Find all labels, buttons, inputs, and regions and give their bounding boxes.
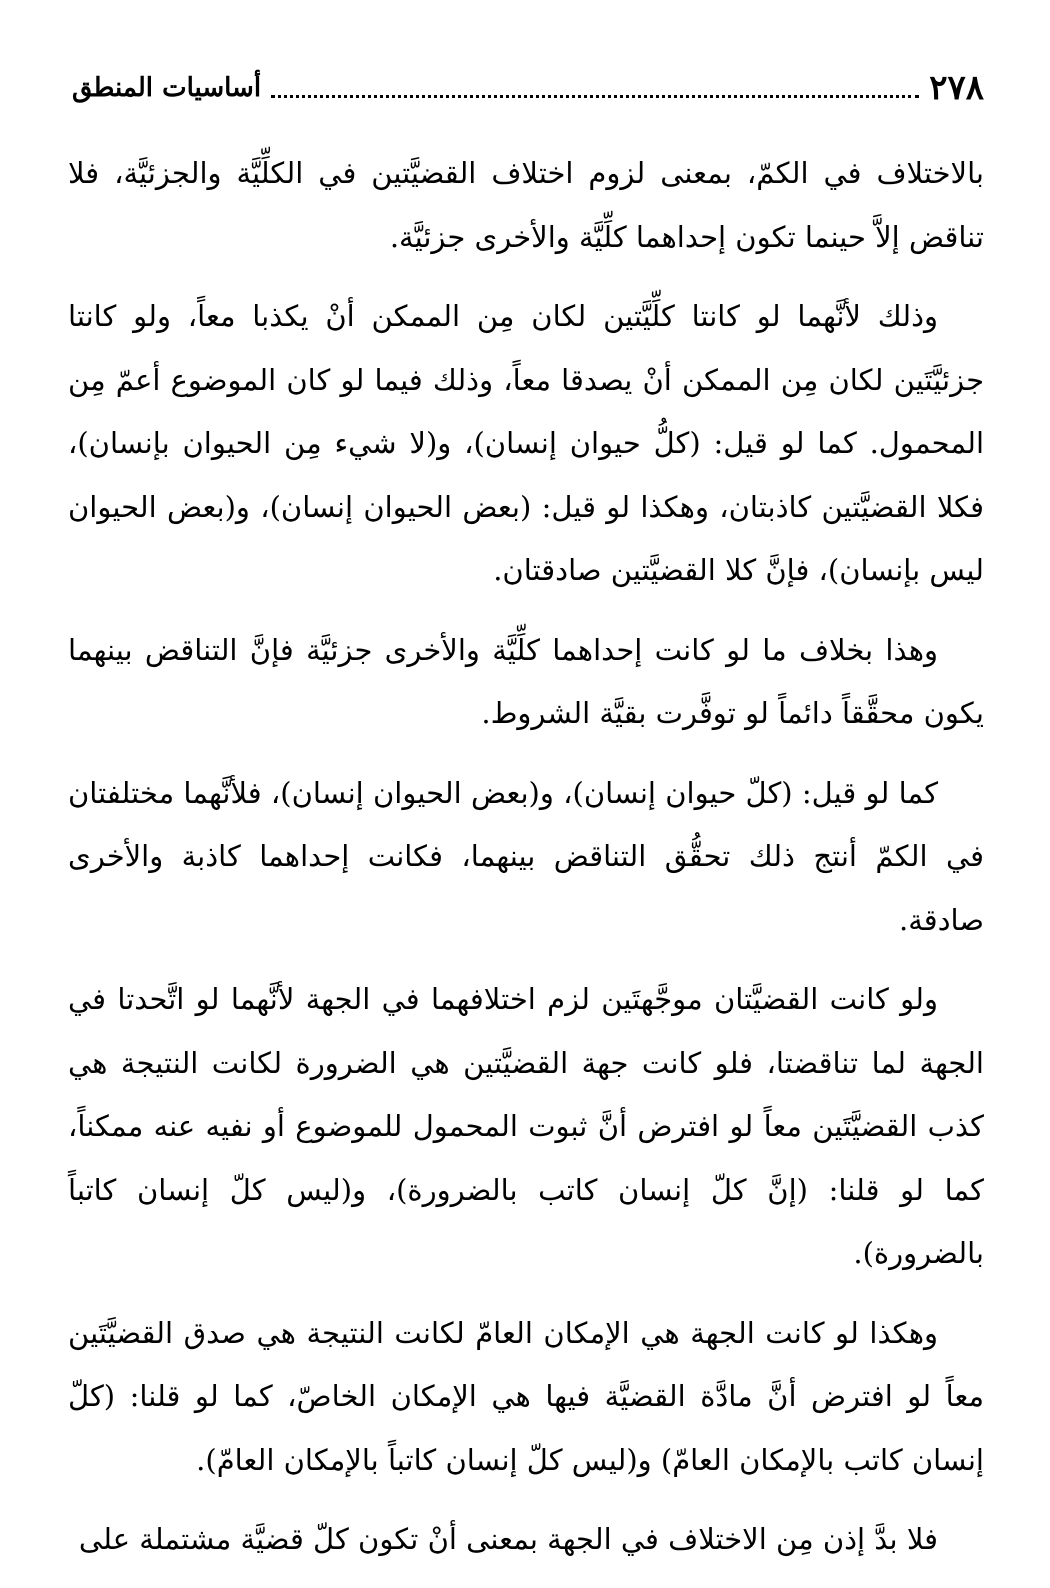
page-header — [72, 58, 984, 108]
paragraph-5: ولو كانت القضيَّتان موجَّهتَين لزم اختلافهما في الجهة لأنَّهما لو اتَّحدتا في الجهة لما تناقضتا، فلو كانت جهة القضيَّتين هي الضرورة لكانت النتيجة هي كذب القضيَّتَين معاً لو افترض أنَّ ثبوت المحمول للموضوع أو نفيه عنه ممكناً، كما لو قلنا: (إنَّ كلّ إنسان كاتب بالضرورة)، و(ليس كلّ إنسان كاتباً بالضرورة). — [68, 982, 984, 1270]
page-number: ٢٧٨ — [929, 68, 984, 108]
paragraph-6: وهكذا لو كانت الجهة هي الإمكان العامّ لكانت النتيجة هي صدق القضيَّتَين معاً لو افترض أنَّ مادَّة القضيَّة فيها هي الإمكان الخاصّ، كما لو قلنا: (كلّ إنسان كاتب بالإمكان العامّ) و(ليس كلّ إنسان كاتباً بالإمكان العامّ). — [68, 1315, 984, 1477]
main-text — [68, 142, 984, 1588]
paragraph-3: وهذا بخلاف ما لو كانت إحداهما كلِّيَّة والأخرى جزئيَّة فإنَّ التناقض بينهما يكون محقَّقاً دائماً لو توفَّرت بقيَّة الشروط. — [68, 632, 984, 730]
paragraph-4: كما لو قيل: (كلّ حيوان إنسان)، و(بعض الحيوان إنسان)، فلأنَّهما مختلفتان في الكمّ أنتج ذلك تحقُّق التناقض بينهما، فكانت إحداهما كاذبة والأخرى صادقة. — [68, 775, 984, 937]
header-dotted-leader — [271, 95, 919, 98]
paragraph-2: وذلك لأنَّهما لو كانتا كلِّيَّتين لكان مِن الممكن أنْ يكذبا معاً، ولو كانتا جزئيَّتَين لكان مِن الممكن أنْ يصدقا معاً، وذلك فيما لو كان الموضوع أعمّ مِن المحمول. كما لو قيل: (كلُّ حيوان إنسان)، و(لا شيء مِن الحيوان بإنسان)، فكلا القضيَّتين كاذبتان، وهكذا لو قيل: (بعض الحيوان إنسان)، و(بعض الحيوان ليس بإنسان)، فإنَّ كلا القضيَّتين صادقتان. — [68, 299, 984, 587]
paragraph-7: فلا بدَّ إذن مِن الاختلاف في الجهة بمعنى أنْ تكون كلّ قضيَّة مشتملة على — [78, 1522, 938, 1556]
paragraph-1: بالاختلاف في الكمّ، بمعنى لزوم اختلاف القضيَّتين في الكلِّيَّة والجزئيَّة، فلا تناقض إلاَّ حينما تكون إحداهما كلِّيَّة والأخرى جزئيَّة. — [68, 156, 984, 254]
running-book-title: أساسيات المنطق — [72, 73, 262, 103]
